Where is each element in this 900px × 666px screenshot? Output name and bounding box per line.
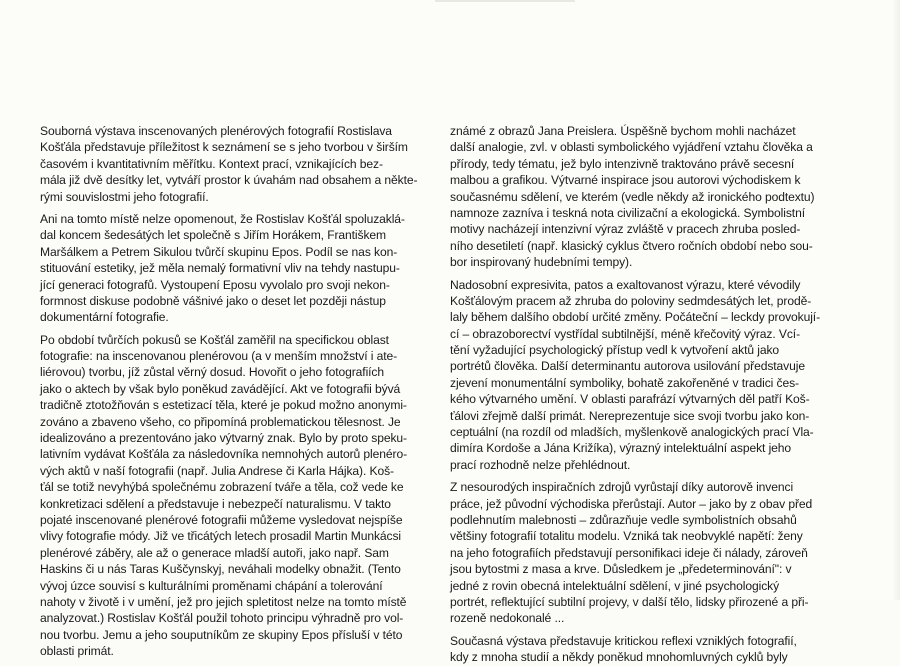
text-line: přírody, tedy tématu, jež bylo intenzivně traktováno právě secesní: [450, 156, 795, 171]
text-line: většiny fotografií totalitu modelu. Vzniká tak neobvyklé napětí: ženy: [450, 529, 803, 544]
text-line: nou tvorbu. Jemu a jeho souputníkům ze skupiny Epos přísluší v této: [40, 627, 403, 642]
text-line: jící generaci fotografů. Vystoupení Eposu vyvolalo pro svoji nekon-: [40, 277, 390, 292]
text-line: kého výtvarného umění. V oblasti parafrází výtvarných děl patří Koš-: [450, 392, 810, 407]
text-line: ťálovi zřejmě další primát. Nereprezentuje sice svoji tvorbu jako kon-: [450, 408, 810, 423]
text-line: dal koncem šedesátých let společně s Jiřím Horákem, Františkem: [40, 228, 386, 243]
text-line: jako o aktech by však bylo poněkud zavádějící. Akt ve fotografii bývá: [40, 381, 401, 396]
text-line: malbou a grafikou. Výtvarné inspirace jsou autorovi východiskem k: [450, 173, 801, 188]
paragraph: [40, 123, 430, 205]
text-line: formnost diskuse podobně vášnivé jako o deset let později nástup: [40, 293, 386, 308]
text-line: portrét, reflektující subtilní projevy, v další tělo, lidsky přirozené a při-: [450, 594, 809, 609]
text-line: cí – obrazoborectví vystřídal subtilnější, méně křečovitý výraz. Vcí-: [450, 326, 800, 341]
text-line: ního desetiletí (např. klasický cyklus čtvero ročních období nebo sou-: [450, 238, 813, 253]
text-line: lativním vydávat Košťála za následovníka nemnohých autorů plenéro-: [40, 447, 408, 462]
text-line: ceptuální (na rozdíl od mladších, myšlenkově analogických prací Vla-: [450, 425, 814, 440]
paragraph: [450, 633, 846, 666]
text-line: současnému sdělení, ve kterém (vedle někdy až ironického podtextu): [450, 189, 815, 204]
text-line: nahoty v životě i v umění, jež pro jejich spletitost nelze na tomto místě: [40, 594, 407, 609]
text-line: stituování estetiky, jež měla nemalý formativní vliv na tehdy nastupu-: [40, 261, 400, 276]
paragraph: [40, 211, 430, 326]
text-line: Souborná výstava inscenovaných plenérových fotografií Rostislava: [40, 124, 392, 138]
paragraph: [450, 277, 846, 474]
text-line: Košťálovým pracem až zhruba do poloviny sedmdesátých let, prodě-: [450, 293, 812, 308]
text-line: oblasti primát.: [40, 644, 114, 659]
text-line: Současná výstava představuje kritickou reflexi vzniklých fotografií,: [450, 633, 797, 648]
text-line: tradičně ztotožňován s estetizací těla, které je pokud možno anonymi-: [40, 398, 407, 413]
text-line: ťál se totiž nevyhýbá společnému zobrazení tváře a těla, což vede ke: [40, 480, 404, 495]
text-line: Haskins či u nás Taras Kuščynskyj, neváhali modelky obnažit. (Tento: [40, 562, 401, 577]
text-line: mála již dvě desítky let, vytváří prostor k úvahám nad obsahem a někte-: [40, 173, 418, 188]
text-line: fotografie: na inscenovanou plenérovou (a v menším množství i ate-: [40, 349, 398, 364]
text-line: jsou bytostmi z masa a krve. Důsledkem je „předeterminování": v: [450, 562, 792, 577]
text-line: na jeho fotografiích představují personifikaci ideje či nálady, zároveň: [450, 545, 808, 560]
text-line: známé z obrazů Jana Preislera. Úspěšně bychom mohli nacházet: [450, 124, 796, 138]
text-line: analyzovat.) Rostislav Košťál použil tohoto principu výhradně pro vol-: [40, 611, 404, 626]
text-line: jedné z rovin obecná intelektuální sdělení, v jiné psychologický: [450, 578, 780, 593]
text-line: bor inspirovaný hudebními tempy).: [450, 255, 633, 270]
text-line: konkretizaci sdělení a představuje i nebezpečí naturalismu. V takto: [40, 496, 391, 511]
text-line: Košťála představuje příležitost k seznámení se s jeho tvorbou v širším: [40, 140, 408, 155]
top-rule: [435, 0, 575, 2]
text-line: podlehnutím malebnosti – zdůrazňuje vedle symbolistních obsahů: [450, 512, 797, 527]
paragraph: [450, 123, 846, 271]
text-line: Ani na tomto místě nelze opomenout, že Rostislav Košťál spoluzaklá-: [40, 211, 405, 226]
left-column: [40, 123, 430, 660]
text-line: vlivy fotografie módy. Již ve třicátých letech prosadil Martin Munkácsi: [40, 529, 401, 544]
text-line: tění vyžadující psychologický přístup vedl k vytvoření aktů jako: [450, 343, 780, 358]
text-line: vývoj úzce souvisí s kulturálními proměnami chápání a tolerování: [40, 578, 383, 593]
text-line: namnoze zazníva i teskná nota civilizační a ekologická. Symbolistní: [450, 205, 805, 220]
paragraph: [40, 332, 430, 660]
text-line: plenérové záběry, ale až o generace mladší autoři, jako např. Sam: [40, 545, 389, 560]
page-edge-shadow: [892, 0, 900, 600]
text-line: Z nesourodých inspiračních zdrojů vyrůstají díky autorově invenci: [450, 480, 794, 495]
text-line: Po období tvůrčích pokusů se Košťál zaměřil na specifickou oblast: [40, 332, 389, 347]
text-line: časovém i kvantitativním měřítku. Kontext prací, vznikajících bez-: [40, 156, 383, 171]
text-line: prací rozhodně nelze přehlédnout.: [450, 457, 631, 472]
text-line: dimíra Kordoše a Jána Križíka), výrazný intelektuální aspekt jeho: [450, 441, 792, 456]
paragraph: [450, 479, 846, 627]
text-line: rými souvislostmi jeho fotografií.: [40, 189, 209, 204]
text-line: práce, jež původní východiska přerůstají. Autor – jako by z obav před: [450, 496, 813, 511]
text-line: rozeně nedokonalé ...: [450, 611, 565, 626]
text-line: zováno a zbaveno všeho, co připomíná problematickou tělesnost. Je: [40, 414, 401, 429]
text-line: laly během dalšího období určité změny. Počáteční – leckdy provokují-: [450, 310, 820, 325]
text-line: vých aktů v naší fotografii (např. Julia Andrese či Karla Hájka). Koš-: [40, 463, 394, 478]
text-line: portrétů člověka. Další determinantu autorova usilování představuje: [450, 359, 805, 374]
text-line: Nadosobní expresivita, patos a exaltovanost výrazu, které vévodily: [450, 277, 801, 292]
text-line: idealizováno a prezentováno jako výtvarný znak. Bylo by proto speku-: [40, 431, 407, 446]
right-column: [450, 123, 846, 666]
text-line: kdy z mnoha studií a někdy poněkud mnohomluvných cyklů byly: [450, 650, 788, 665]
text-line: zjevení monumentální symboliky, bohatě zakořeněné v tradici čes-: [450, 375, 799, 390]
text-line: liérovou) tvorbu, jíž zůstal věrný dosud. Hovořit o jeho fotografiích: [40, 365, 384, 380]
text-line: Maršálkem a Petrem Sikulou tvůrčí skupinu Epos. Podíl se nas kon-: [40, 244, 398, 259]
text-line: dokumentární fotografie.: [40, 310, 169, 325]
text-line: pojaté inscenované plenérové fotografii můžeme vysledovat nejspíše: [40, 512, 403, 527]
text-line: motivy nacházejí intenzivní výraz zvláště v pracech zhruba posled-: [450, 222, 801, 237]
text-line: další analogie, zvl. v oblasti symbolického vyjádření vztahu člověka a: [450, 140, 813, 155]
